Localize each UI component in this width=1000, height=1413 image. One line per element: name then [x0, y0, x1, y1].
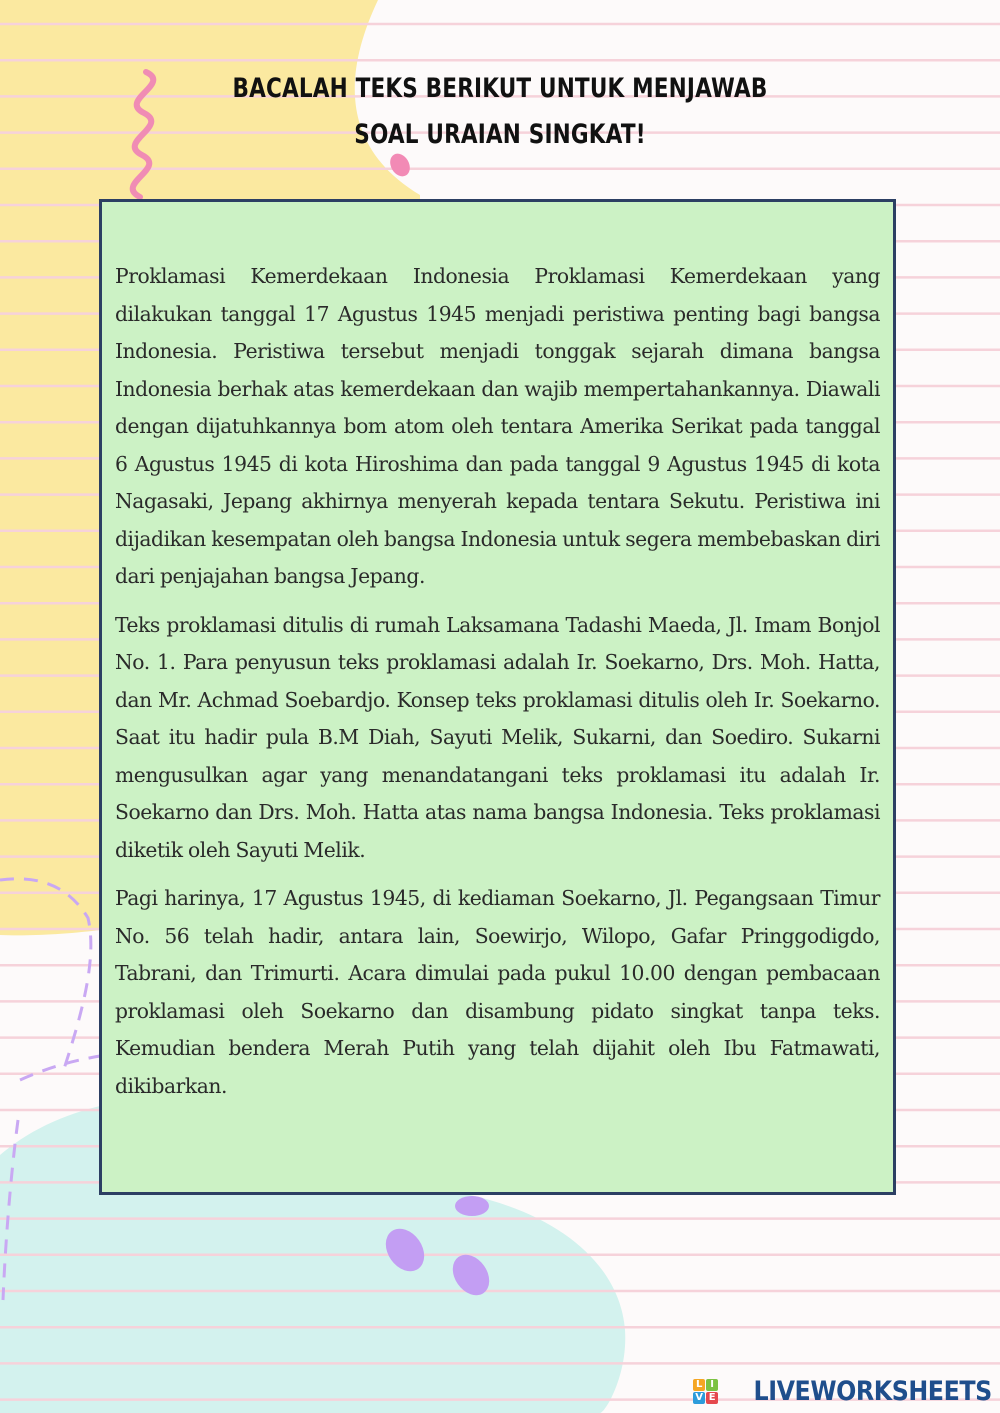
purple-oval [455, 1196, 489, 1216]
logo-letter: I [706, 1379, 718, 1391]
logo-grid-icon [693, 1379, 718, 1404]
passage-paragraph: Proklamasi Kemerdekaan Indonesia Proklamasi Kemerdekaan yang dilakukan tanggal 17 Agustus 1945 menjadi peristiwa penting bagi bangsa Indonesia. Peristiwa tersebut menjadi tonggak sejarah dimana bangsa Indonesia berhak atas kemerdekaan dan wajib mempertahankannya. Diawali dengan dijatuhkannya bom atom oleh tentara Amerika Serikat pada tanggal 6 Agustus 1945 di kota Hiroshima dan pada tanggal 9 Agustus 1945 di kota Nagasaki, Jepang akhirnya menyerah kepada tentara Sekutu. Peristiwa ini dijadikan kesempatan oleh bangsa Indonesia untuk segera membebaskan diri dari penjajahan bangsa Jepang. [115, 264, 880, 588]
logo-letter: L [693, 1379, 705, 1391]
logo-letter: E [706, 1392, 718, 1404]
logo-letter: V [693, 1392, 705, 1404]
page-heading [100, 66, 900, 158]
liveworksheets-logo [693, 1376, 992, 1407]
reading-passage-box [99, 199, 896, 1195]
logo-wordmark: LIVEWORKSHEETS [753, 1376, 992, 1407]
heading-line-2: SOAL URAIAN SINGKAT! [354, 119, 646, 150]
heading-line-1: BACALAH TEKS BERIKUT UNTUK MENJAWAB [232, 73, 768, 104]
passage-paragraph: Teks proklamasi ditulis di rumah Laksamana Tadashi Maeda, Jl. Imam Bonjol No. 1. Para penyusun teks proklamasi adalah Ir. Soekarno, Drs. Moh. Hatta, dan Mr. Achmad Soebardjo. Konsep teks proklamasi ditulis oleh Ir. Soekarno. Saat itu hadir pula B.M Diah, Sayuti Melik, Sukarni, dan Soediro. Sukarni mengusulkan agar yang menandatangani teks proklamasi itu adalah Ir. Soekarno dan Drs. Moh. Hatta atas nama bangsa Indonesia. Teks proklamasi diketik oleh Sayuti Melik. [115, 612, 880, 862]
passage-paragraph: Pagi harinya, 17 Agustus 1945, di kediaman Soekarno, Jl. Pegangsaan Timur No. 56 telah hadir, antara lain, Soewirjo, Wilopo, Gafar Pringgodigdo, Tabrani, dan Trimurti. Acara dimulai pada pukul 10.00 dengan pembacaan proklamasi oleh Soekarno dan disambung pidato singkat tanpa teks. Kemudian bendera Merah Putih yang telah dijahit oleh Ibu Fatmawati, dikibarkan. [115, 886, 880, 1098]
purple-dashed-curve-lower [20, 1055, 105, 1080]
